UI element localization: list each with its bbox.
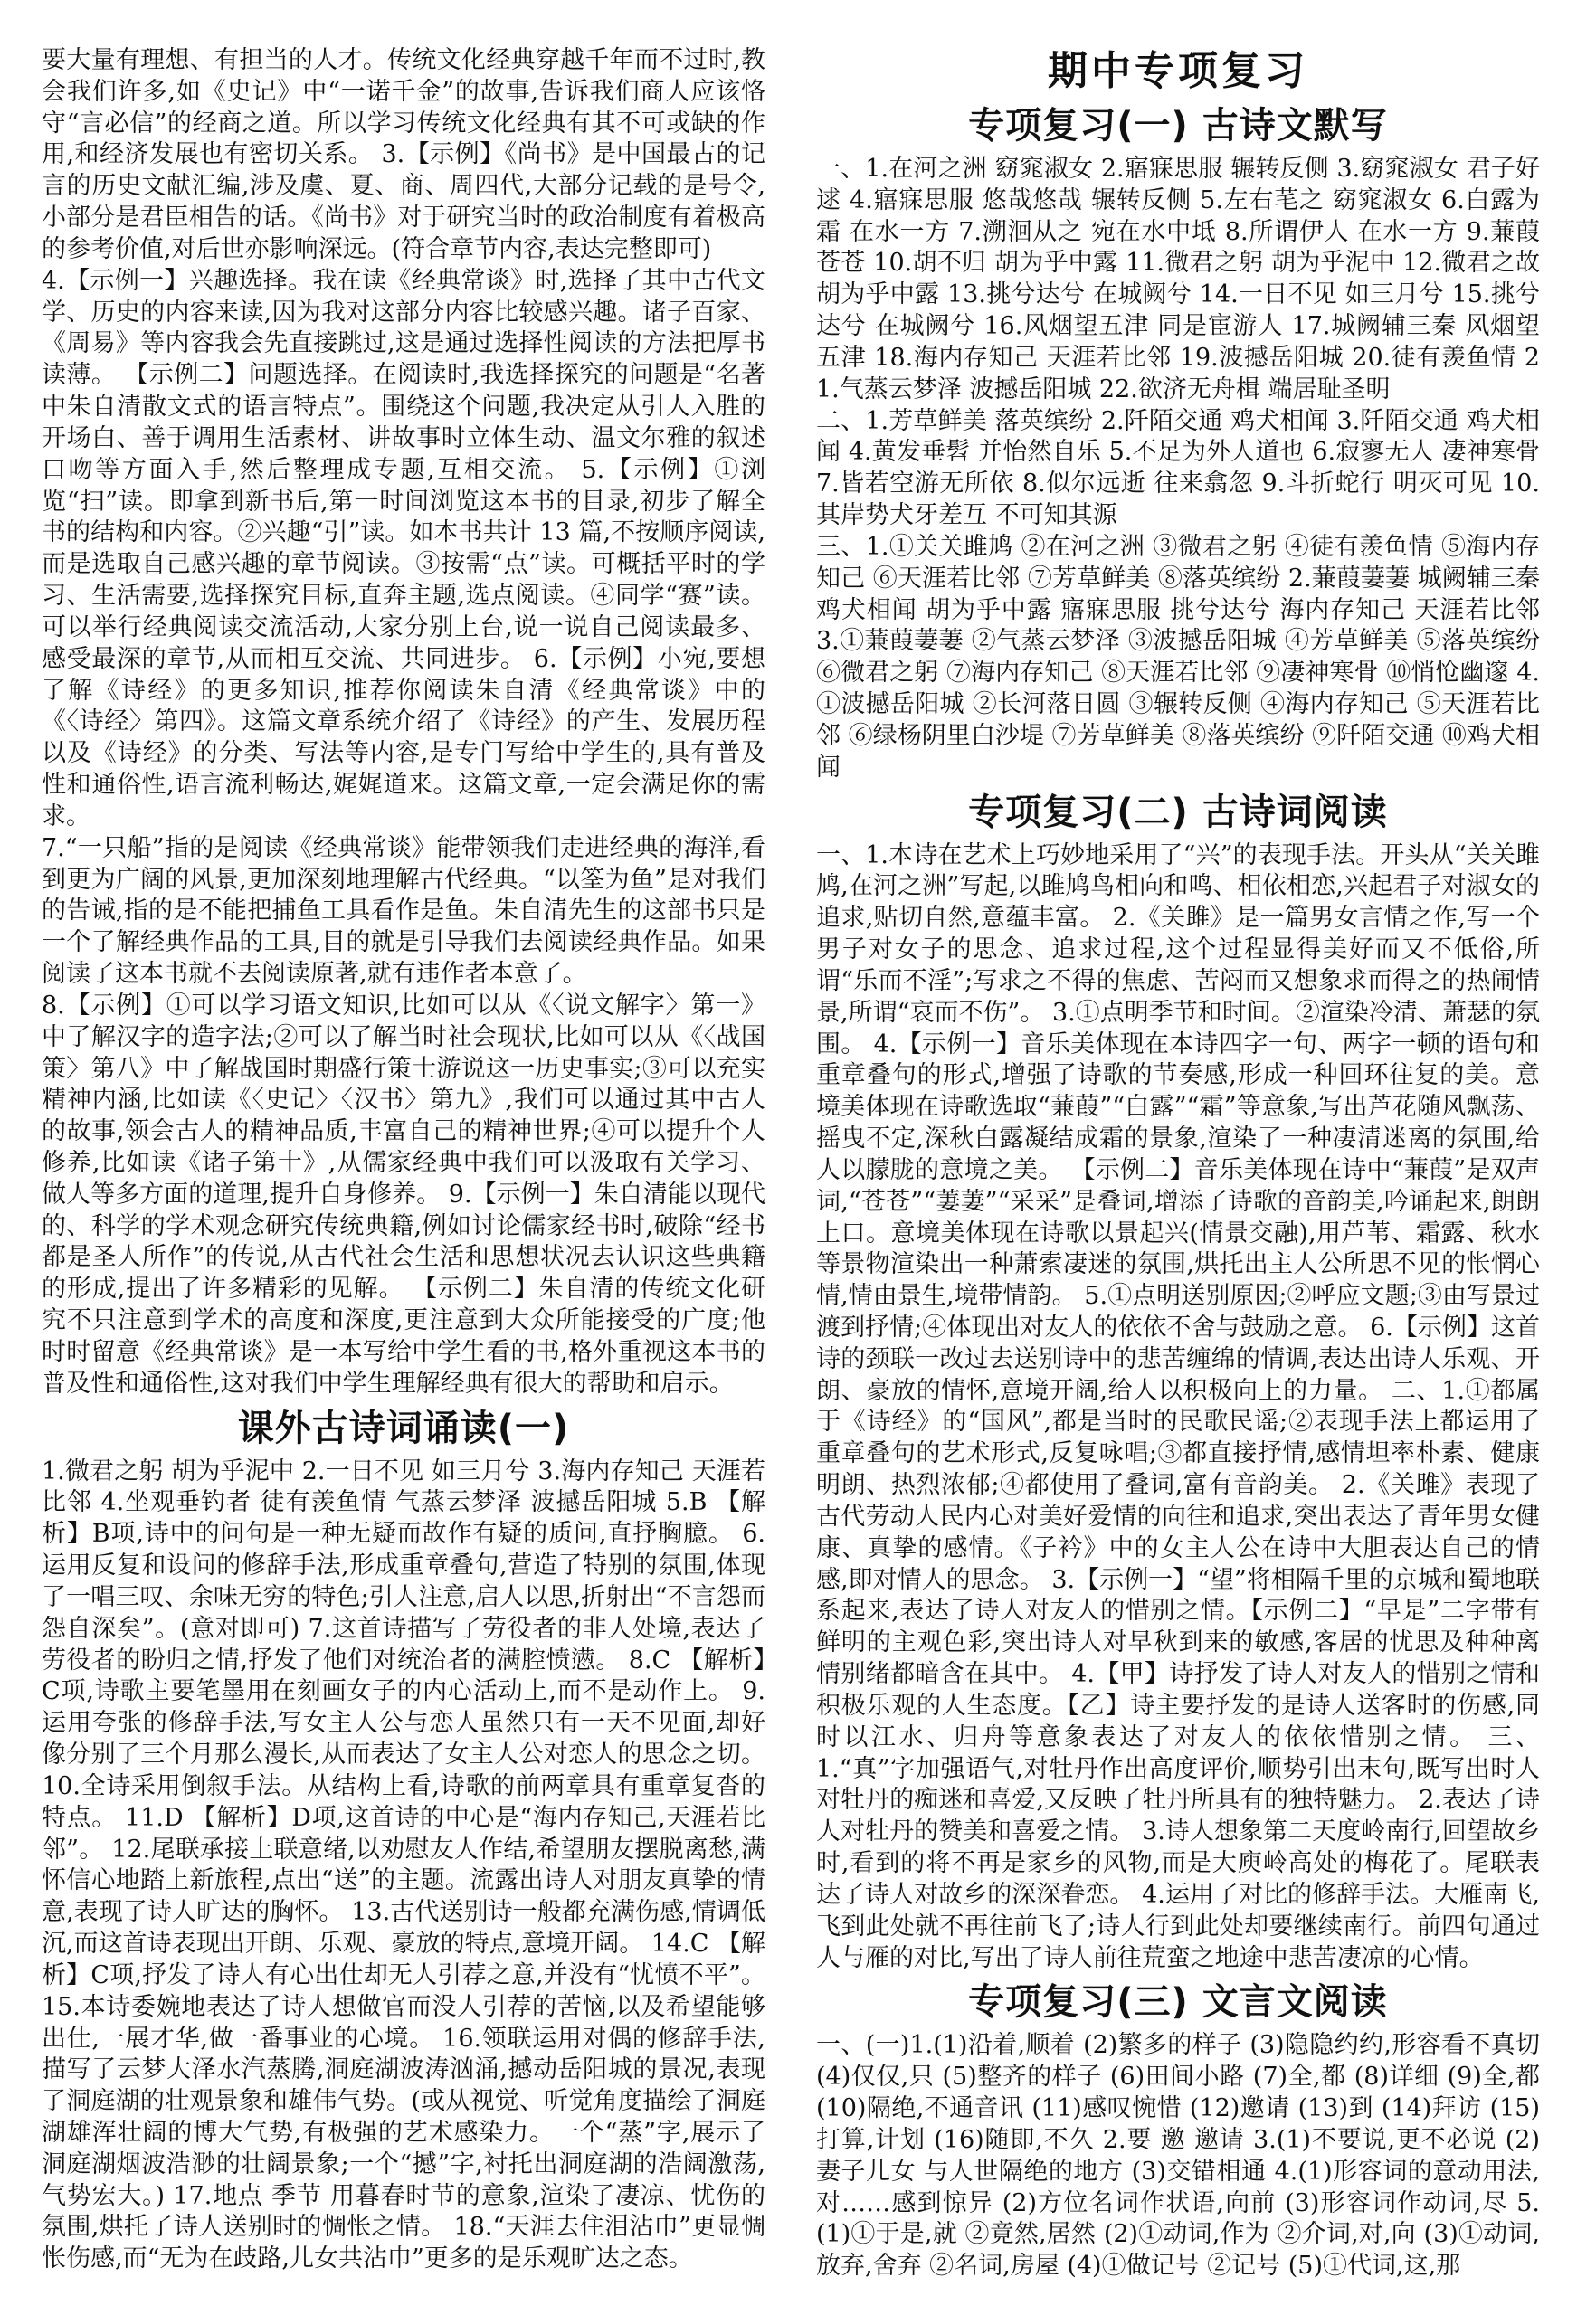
- left-para-5: 1.微君之躬 胡为乎泥中 2.一日不见 如三月兮 3.海内存知己 天涯若比邻 4.坐观垂钓者 徒有羡鱼情 气蒸云梦泽 波撼岳阳城 5.B 【解析】B项,诗中的问句是一种无疑而故作有疑的质问,直抒胸臆。 6.运用反复和设问的修辞手法,形成重章叠句,营造了特别的氛围,体现了一唱三叹、余味无穷的特色;引人注意,启人以思,折射出“不言怨而怨自深矣”。(意对即可) 7.这首诗描写了劳役者的非人处境,表达了劳役者的盼归之情,抒发了他们对统治者的满腔愤懑。 8.C 【解析】C项,诗歌主要笔墨用在刻画女子的内心活动上,而不是动作上。 9.运用夸张的修辞手法,写女主人公与恋人虽然只有一天不见面,却好像分别了三个月那么漫长,从而表达了女主人公对恋人的思念之切。 10.全诗采用倒叙手法。从结构上看,诗歌的前两章具有重章复沓的特点。 11.D 【解析】D项,这首诗的中心是“海内存知己,天涯若比邻”。 12.尾联承接上联意绪,以劝慰友人作结,希望朋友摆脱离愁,满怀信心地踏上新旅程,点出“送”的主题。流露出诗人对朋友真挚的情意,表现了诗人旷达的胸怀。 13.古代送别诗一般都充满伤感,情调低沉,而这首诗表现出开朗、乐观、豪放的特点,意境开阔。 14.C 【解析】C项,抒发了诗人有心出仕却无人引荐之意,并没有“忧愤不平”。 15.本诗委婉地表达了诗人想做官而没人引荐的苦恼,以及希望能够出仕,一展才华,做一番事业的心境。 16.领联运用对偶的修辞手法,描写了云梦大泽水汽蒸腾,洞庭湖波涛汹涌,撼动岳阳城的景况,表现了洞庭湖的壮观景象和雄伟气势。(或从视觉、听觉角度描绘了洞庭湖雄浑壮阔的博大气势,有极强的艺术感染力。一个“蒸”字,展示了洞庭湖烟波浩渺的壮阔景象;一个“撼”字,衬托出洞庭湖的浩阔激荡,气势宏大。) 17.地点 季节 用暮春时节的意象,渲染了凄凉、忧伤的氛围,烘托了诗人送别时的惆怅之情。 18.“天涯去住泪沾巾”更显惆怅伤感,而“无为在歧路,儿女共沾巾”更多的是乐观旷达之态。: [42, 1457, 765, 2273]
- main-title: 期中专项复习: [1048, 48, 1308, 94]
- section-heading-dictation: 专项复习(一) 古诗文默写: [968, 105, 1388, 147]
- right-column: [816, 45, 1540, 2282]
- left-para-1: 要大量有理想、有担当的人才。传统文化经典穿越千年而不过时,教会我们许多,如《史记》中“一诺千金”的故事,告诉我们商人应该恪守“言必信”的经商之道。所以学习传统文化经典有其不可或缺的作用,和经济发展也有密切关系。 3.【示例】《尚书》是中国最古的记言的历史文献汇编,涉及虞、夏、商、周四代,大部分记载的是号令,小部分是君臣相告的话。《尚书》对于研究当时的政治制度有着极高的参考价值,对后世亦影响深远。(符合章节内容,表达完整即可): [42, 46, 765, 263]
- right-para-5: 一、(一)1.(1)沿着,顺着 (2)繁多的样子 (3)隐隐约约,形容看不真切 (4)仅仅,只 (5)整齐的样子 (6)田间小路 (7)全,都 (8)详细 (9)全,都 (10)隔绝,不通音讯 (11)感叹惋惜 (12)邀请 (13)到 (14)拜访 (15)打算,计划 (16)随即,不久 2.要 邀 邀请 3.(1)不要说,更不必说 (2)妻子儿女 与人世隔绝的地方 (3)交错相通 4.(1)形容词的意动用法,对……感到惊异 (2)方位名词作状语,向前 (3)形容词作动词,尽 5.(1)①于是,就 ②竟然,居然 (2)①动词,作为 ②介词,对,向 (3)①动词,放弃,舍弃 ②名词,房屋 (4)①做记号 ②记号 (5)①代词,这,那: [816, 2031, 1540, 2281]
- left-para-4: 8.【示例】①可以学习语文知识,比如可以从《〈说文解字〉第一》中了解汉字的造字法;②可以了解当时社会现状,比如可以从《〈战国策〉第八》中了解战国时期盛行策士游说这一历史事实;③可以充实精神内涵,比如读《〈史记〉〈汉书〉第九》,我们可以通过其中古人的故事,领会古人的精神品质,丰富自己的精神世界;④可以提升个人修养,比如读《诸子第十》,从儒家经典中我们可以汲取有关学习、做人等多方面的道理,提升自身修养。 9.【示例一】朱自清能以现代的、科学的学术观念研究传统典籍,例如讨论儒家经书时,破除“经书都是圣人所作”的传说,从古代社会生活和思想状况去认识这些典籍的形成,提出了许多精彩的见解。 【示例二】朱自清的传统文化研究不只注意到学术的高度和深度,更注意到大众所能接受的广度;他时时留意《经典常谈》是一本写给中学生看的书,格外重视这本书的普及性和通俗性,这对我们中学生理解经典有很大的帮助和启示。: [42, 991, 765, 1398]
- right-para-3: 三、1.①关关雎鸠 ②在河之洲 ③微君之躬 ④徒有羡鱼情 ⑤海内存知己 ⑥天涯若比邻 ⑦芳草鲜美 ⑧落英缤纷 2.蒹葭萋萋 城阙辅三秦 鸡犬相闻 胡为乎中露 寤寐思服 挑兮达兮 海内存知己 天涯若比邻 3.①蒹葭萋萋 ②气蒸云梦泽 ③波撼岳阳城 ④芳草鲜美 ⑤落英缤纷 ⑥微君之躬 ⑦海内存知己 ⑧天涯若比邻 ⑨凄神寒骨 ⑩悄怆幽邃 4.①波撼岳阳城 ②长河落日圆 ③辗转反侧 ④海内存知己 ⑤天涯若比邻 ⑥绿杨阴里白沙堤 ⑦芳草鲜美 ⑧落英缤纷 ⑨阡陌交通 ⑩鸡犬相闻: [816, 532, 1540, 782]
- right-para-1: 一、1.在河之洲 窈窕淑女 2.寤寐思服 辗转反侧 3.窈窕淑女 君子好逑 4.寤寐思服 悠哉悠哉 辗转反侧 5.左右芼之 窈窕淑女 6.白露为霜 在水一方 7.溯洄从之 宛在水中坻 8.所谓伊人 在水一方 9.蒹葭苍苍 10.胡不归 胡为乎中露 11.微君之躬 胡为乎泥中 12.微君之故 胡为乎中露 13.挑兮达兮 在城阙兮 14.一日不见 如三月兮 15.挑兮达兮 在城阙兮 16.风烟望五津 同是宦游人 17.城阙辅三秦 风烟望五津 18.海内存知己 天涯若比邻 19.波撼岳阳城 20.徒有羡鱼情 21.气蒸云梦泽 波撼岳阳城 22.欲济无舟楫 端居耻圣明: [816, 155, 1540, 403]
- right-para-2: 二、1.芳草鲜美 落英缤纷 2.阡陌交通 鸡犬相闻 3.阡陌交通 鸡犬相闻 4.黄发垂髫 并怡然自乐 5.不足为外人道也 6.寂寥无人 凄神寒骨 7.皆若空游无所依 8.似尔远逝 往来翕忽 9.斗折蛇行 明灭可见 10.其岸势犬牙差互 不可知其源: [816, 406, 1540, 530]
- right-para-4: 一、1.本诗在艺术上巧妙地采用了“兴”的表现手法。开头从“关关雎鸠,在河之洲”写起,以雎鸠鸟相向和鸣、相依相恋,兴起君子对淑女的追求,贴切自然,意蕴丰富。 2.《关雎》是一篇男女言情之作,写一个男子对女子的思念、追求过程,这个过程显得美好而又不低俗,所谓“乐而不淫”;写求之不得的焦虑、苦闷而又想象求而得之的热闹情景,所谓“哀而不伤”。 3.①点明季节和时间。②渲染冷清、萧瑟的氛围。 4.【示例一】音乐美体现在本诗四字一句、两字一顿的语句和重章叠句的形式,增强了诗歌的节奏感,形成一种回环往复的美。意境美体现在诗歌选取“蒹葭”“白露”“霜”等意象,写出芦花随风飘荡、摇曳不定,深秋白露凝结成霜的景象,渲染了一种凄清迷离的氛围,给人以朦胧的意境之美。 【示例二】音乐美体现在诗中“蒹葭”是双声词,“苍苍”“萋萋”“采采”是叠词,增添了诗歌的音韵美,吟诵起来,朗朗上口。意境美体现在诗歌以景起兴(情景交融),用芦苇、霜露、秋水等景物渲染出一种萧索凄迷的氛围,烘托出主人公所思不见的怅惘心情,情由景生,境带情韵。 5.①点明送别原因;②呼应文题;③由写景过渡到抒情;④体现出对友人的依依不舍与鼓励之意。 6.【示例】这首诗的颈联一改过去送别诗中的悲苦缠绵的情调,表达出诗人乐观、开朗、豪放的情怀,意境开阔,给人以积极向上的力量。 二、1.①都属于《诗经》的“国风”,都是当时的民歌民谣;②表现手法上都运用了重章叠句的艺术形式,反复咏唱;③都直接抒情,感情坦率朴素、健康明朗、热烈浓郁;④都使用了叠词,富有音韵美。 2.《关雎》表现了古代劳动人民内心对美好爱情的向往和追求,突出表达了青年男女健康、真挚的感情。《子衿》中的女主人公在诗中大胆表达自己的情感,即对情人的思念。 3.【示例一】“望”将相隔千里的京城和蜀地联系起来,表达了诗人对友人的惜别之情。【示例二】“早是”二字带有鲜明的主观色彩,突出诗人对早秋到来的敏感,客居的忧思及种种离情别绪都暗含在其中。 4.【甲】诗抒发了诗人对友人的惜别之情和积极乐观的人生态度。【乙】诗主要抒发的是诗人送客时的伤感,同时以江水、归舟等意象表达了对友人的依依惜别之情。 三、1.“真”字加强语气,对牡丹作出高度评价,顺势引出末句,既写出时人对牡丹的痴迷和喜爱,又反映了牡丹所具有的独特魅力。 2.表达了诗人对牡丹的赞美和喜爱之情。 3.诗人想象第二天度岭南行,回望故乡时,看到的将不再是家乡的风物,而是大庾岭高处的梅花了。尾联表达了诗人对故乡的深深眷恋。 4.运用了对比的修辞手法。大雁南飞,飞到此处就不再往前飞了;诗人行到此处却要继续南行。前四句通过人与雁的对比,写出了诗人前往荒蛮之地途中悲苦凄凉的心情。: [816, 840, 1540, 1972]
- left-para-3: 7.“一只船”指的是阅读《经典常谈》能带领我们走进经典的海洋,看到更为广阔的风景,更加深刻地理解古代经典。“以筌为鱼”是对我们的告诫,指的是不能把捕鱼工具看作是鱼。朱自清先生的这部书只是一个了解经典作品的工具,目的就是引导我们去阅读经典作品。如果阅读了这本书就不去阅读原著,就有违作者本意了。: [42, 833, 765, 989]
- left-column: [42, 45, 765, 2275]
- section-heading-poetry-reading: 专项复习(二) 古诗词阅读: [968, 791, 1388, 833]
- section-heading-classical-reading: 专项复习(三) 文言文阅读: [968, 1981, 1388, 2024]
- left-para-2: 4.【示例一】兴趣选择。我在读《经典常谈》时,选择了其中古代文学、历史的内容来读,因为我对这部分内容比较感兴趣。诸子百家、《周易》等内容我会先直接跳过,这是通过选择性阅读的方法把厚书读薄。 【示例二】问题选择。在阅读时,我选择探究的问题是“名著中朱自清散文式的语言特点”。围绕这个问题,我决定从引人入胜的开场白、善于调用生活素材、讲故事时立体生动、温文尔雅的叙述口吻等方面入手,然后整理成专题,互相交流。 5.【示例】①浏览“扫”读。即拿到新书后,第一时间浏览这本书的目录,初步了解全书的结构和内容。②兴趣“引”读。如本书共计 13 篇,不按顺序阅读,而是选取自己感兴趣的章节阅读。③按需“点”读。可概括平时的学习、生活需要,选择探究目标,直奔主题,选点阅读。④同学“赛”读。可以举行经典阅读交流活动,大家分别上台,说一说自己阅读最多、感受最深的章节,从而相互交流、共同进步。 6.【示例】小宛,要想了解《诗经》的更多知识,推荐你阅读朱自清《经典常谈》中的《〈诗经〉第四》。这篇文章系统介绍了《诗经》的产生、发展历程以及《诗经》的分类、写法等内容,是专门写给中学生的,具有普及性和通俗性,语言流利畅达,娓娓道来。这篇文章,一定会满足你的需求。: [42, 266, 765, 830]
- section-heading-extracurricular-poetry: 课外古诗词诵读(一): [237, 1407, 570, 1449]
